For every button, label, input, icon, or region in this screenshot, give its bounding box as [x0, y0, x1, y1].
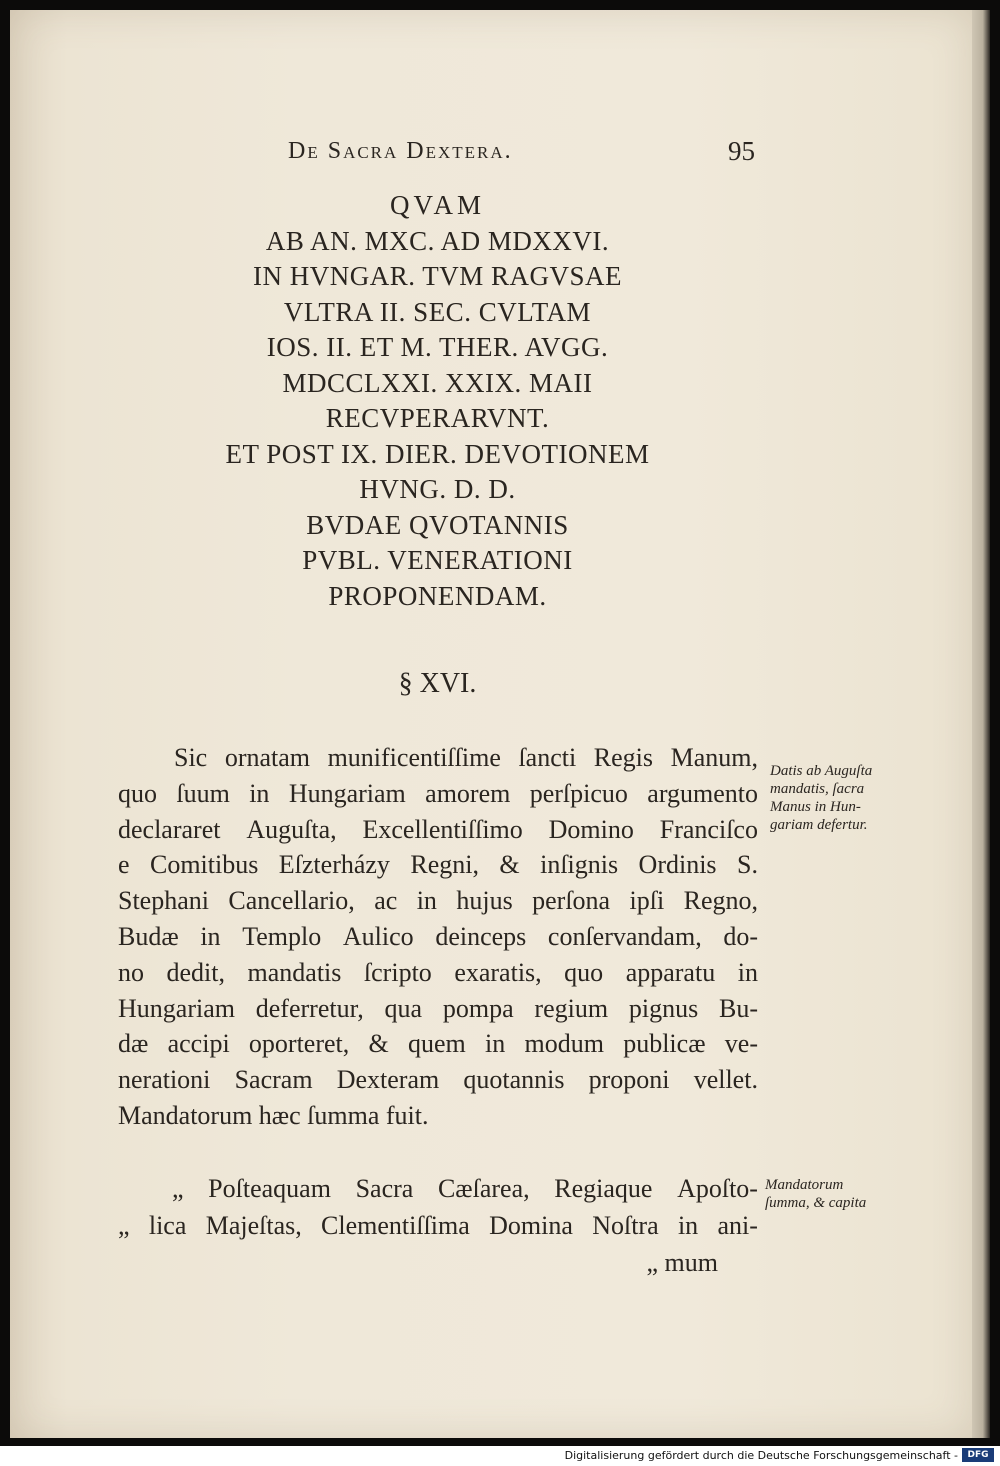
marginal-line: Manus in Hun- [770, 799, 861, 815]
paragraph-line [118, 776, 758, 812]
paragraph-line [118, 740, 758, 776]
word: in [416, 886, 437, 916]
word: Cancellario, [228, 886, 355, 916]
inscription-block [130, 188, 745, 614]
paragraph-line [118, 955, 758, 991]
word: Bu- [719, 993, 758, 1023]
word: apparatu [625, 957, 716, 987]
word: no [118, 957, 144, 987]
word: do- [723, 921, 758, 951]
word: in [485, 1029, 506, 1059]
word: ſancti [518, 743, 577, 772]
word: Poſteaquam [208, 1174, 331, 1203]
word: publicæ [623, 1029, 706, 1059]
word: Templo [242, 921, 322, 951]
word: Majeſtas, [205, 1211, 302, 1240]
word: quo [118, 778, 157, 808]
section-heading: § XVI. [398, 668, 477, 699]
word: vellet. [693, 1065, 758, 1095]
word: Auguſta, [246, 814, 337, 844]
paragraph-line [118, 812, 758, 848]
word: „ [118, 1211, 130, 1240]
funding-credit: Digitalisierung gefördert durch die Deutsche Forschungsgemeinschaft - [564, 1449, 958, 1462]
body-paragraph [118, 740, 758, 1134]
word: lica [148, 1211, 187, 1240]
word: Eſzterházy [278, 850, 390, 880]
marginal-line: gariam defertur. [770, 817, 868, 833]
word: Hungariam [118, 993, 235, 1023]
word: mandatis [247, 957, 342, 987]
word: ipſi [629, 886, 665, 916]
word: quo [564, 957, 604, 987]
word: in [249, 778, 270, 808]
paragraph-line [118, 847, 758, 883]
inscription-line: PROPONENDAM. [328, 580, 547, 611]
paragraph-line [118, 919, 758, 955]
word: dedit, [166, 957, 226, 987]
paragraph-line [118, 1026, 758, 1062]
inscription-line: IN HVNGAR. TVM RAGVSAE [252, 261, 622, 291]
inscription-line: IOS. II. ET M. THER. AVGG. [266, 332, 609, 362]
word: Sacra [355, 1174, 414, 1203]
word: Regni, [410, 850, 479, 880]
running-head: De Sacra Dextera. [288, 138, 513, 164]
word: conſervandam, [547, 921, 702, 951]
word: Manum, [670, 743, 758, 772]
word: Clementiſſima [321, 1211, 470, 1240]
word: „ [172, 1174, 184, 1203]
word: ve- [724, 1029, 758, 1059]
marginal-line: Mandatorum [765, 1177, 844, 1193]
dfg-logo: DFG [962, 1448, 994, 1462]
word: & [499, 850, 520, 880]
marginal-line: ſumma, & capita [765, 1195, 867, 1211]
word: ornatam [224, 743, 310, 772]
word: Hungariam [288, 778, 406, 808]
word: exaratis, [454, 957, 542, 987]
quoted-mandate [118, 1170, 758, 1281]
word: dæ [118, 1029, 149, 1059]
page-number: 95 [728, 136, 755, 166]
word: ſcripto [363, 957, 432, 987]
word: inſignis [540, 850, 619, 880]
word: amorem [425, 778, 511, 808]
digitization-footer [0, 1446, 1000, 1466]
inscription-line: PVBL. VENERATIONI [302, 545, 573, 575]
marginal-line: Datis ab Auguſta [770, 763, 873, 779]
word: ſuum [176, 778, 230, 808]
paragraph-line [118, 1062, 758, 1098]
inscription-line: MDCCLXXI. XXIX. MAII [282, 367, 593, 398]
word: deferretur, [255, 993, 364, 1023]
word: Regis [593, 743, 654, 772]
word: Excellentiſſimo [362, 814, 523, 844]
inscription-line: ET POST IX. DIER. DEVOTIONEM [225, 438, 650, 469]
word: ani- [717, 1211, 758, 1240]
word: Stephani [118, 886, 209, 916]
word: in [677, 1211, 699, 1240]
inscription-line: VLTRA II. SEC. CVLTAM [283, 296, 592, 327]
word: declararet [118, 814, 221, 844]
word: Noſtra [592, 1211, 659, 1240]
word: proponi [588, 1065, 670, 1095]
word: argumento [647, 778, 758, 808]
word: Dexteram [336, 1065, 440, 1095]
word: e [118, 850, 130, 880]
catchword-line: „ mum [646, 1248, 718, 1277]
word: modum [524, 1029, 604, 1059]
word: S. [736, 850, 758, 880]
word: Franciſco [659, 814, 758, 844]
word: munificentiſſime [327, 743, 501, 772]
paragraph-line [118, 991, 758, 1027]
word: Ordinis [638, 850, 717, 880]
word: nerationi [118, 1065, 211, 1095]
word: oporteret, [248, 1029, 350, 1059]
word: quem [408, 1029, 466, 1059]
word: Domino [548, 814, 634, 844]
word: Regno, [683, 886, 758, 916]
word: quotannis [463, 1065, 565, 1095]
word: Regiaque [554, 1174, 653, 1203]
word: Budæ [118, 921, 179, 951]
word: Sic [174, 743, 208, 772]
word: perſona [532, 886, 611, 916]
word: hujus [456, 886, 513, 916]
paragraph-line: Mandatorum hæc ſumma fuit. [118, 1100, 429, 1130]
inscription-line: RECVPERARVNT. [325, 403, 550, 433]
inscription-line: QVAM [389, 190, 486, 220]
word: in [200, 921, 221, 951]
word: Sacram [234, 1065, 313, 1095]
word: pignus [628, 993, 699, 1023]
quote-line [118, 1207, 758, 1244]
inscription-line: HVNG. D. D. [359, 474, 516, 504]
word: & [368, 1029, 389, 1059]
inscription-line: AB AN. MXC. AD MDXXVI. [265, 225, 610, 256]
word: regium [534, 993, 609, 1023]
inscription-line: BVDAE QVOTANNIS [306, 509, 569, 540]
word: in [737, 957, 758, 987]
marginal-note [770, 762, 930, 834]
word: perſpicuo [529, 778, 628, 808]
word: Apoſto- [677, 1174, 758, 1203]
word: deinceps [435, 921, 527, 951]
quote-line [118, 1170, 758, 1207]
marginal-note [765, 1176, 925, 1212]
word: Comitibus [149, 850, 259, 880]
page-edge [972, 10, 990, 1438]
word: Cæſarea, [437, 1174, 530, 1203]
marginal-line: mandatis, ſacra [770, 781, 865, 797]
page-header [0, 138, 1000, 178]
word: Aulico [342, 921, 414, 951]
word: accipi [167, 1029, 230, 1059]
word: ac [374, 886, 398, 916]
word: Domina [489, 1211, 573, 1240]
paragraph-line [118, 883, 758, 919]
word: pompa [442, 993, 514, 1023]
word: qua [384, 993, 423, 1023]
